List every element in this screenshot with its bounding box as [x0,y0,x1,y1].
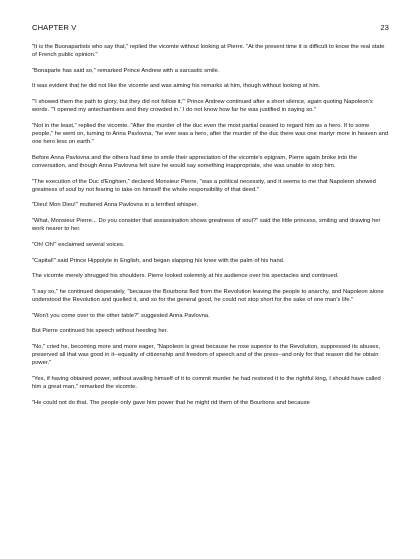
paragraph: "The execution of the Duc d'Enghien," declared Monsieur Pierre, "was a political necessity, and it seems to me that Napoleon showed greatness of soul by not fearing to take on himself the whole responsibility of that deed." [32,178,376,193]
paragraph: "Bonaparte has said so," remarked Prince Andrew with a sarcastic smile. [32,67,220,74]
paragraph: It was evident that he did not like the vicomte and was aiming his remarks at him, though without looking at him. [32,83,321,90]
page-number: 23 [380,23,389,32]
paragraph: "He could not do that. The people only gave him power that he might rid them of the Bourbons and because [32,399,310,406]
paragraph: "Dieu! Mon Dieu!" muttered Anna Pavlovna in a terrified whisper. [32,202,199,209]
paragraph: But Pierre continued his speech without heeding her. [32,328,168,335]
paragraph: "Won't you come over to the other table?" suggested Anna Pavlovna. [32,312,210,319]
paragraph: The vicomte merely shrugged his shoulders. Pierre looked solemnly at his audience over his spectacles and continued. [32,273,339,280]
paragraph: "Capital!" said Prince Hippolyte in English, and began slapping his knee with the palm of his hand. [32,257,285,264]
running-header [32,23,389,32]
paragraph: "I say so," he continued desperately, "because the Bourbons fled from the Revolution leaving the people to anarchy, and Napoleon alone understood the Revolution and quelled it, and so for the general good, he could not stop short for the sake of one man's life." [32,288,384,303]
paragraph: Before Anna Pavlovna and the others had time to smile their appreciation of the vicomte's epigram, Pierre again broke into the conversation, and though Anna Pavlovna felt sure he would say something inappropriate, she was unable to stop him. [32,154,357,169]
paragraph: "What, Monsieur Pierre... Do you consider that assassination shows greatness of soul?" said the little princess, smiling and drawing her work nearer to her. [32,218,381,233]
paragraph: "It is the Buonapartists who say that," replied the vicomte without looking at Pierre. "At the present time it is difficult to know the real state of French public opinion." [32,44,385,59]
paragraph: "Oh! Oh!" exclaimed several voices. [32,241,125,248]
paragraph: "No," cried he, becoming more and more eager, "Napoleon is great because he rose superior to the Revolution, suppressed its abuses, preserved all that was good in it--equality of citizenship and freedom of speech and of the press--and only for that reason did he obtain power." [32,344,380,367]
paragraph: "'I showed them the path to glory, but they did not follow it,'" Prince Andrew continued after a short silence, again quoting Napoleon's words. "'I opened my antechambers and they crowded in.' I do not know how far he was justified in saying so." [32,99,373,114]
body-text [32,43,389,407]
chapter-heading: CHAPTER V [32,23,77,32]
paragraph: "Yes, if having obtained power, without availing himself of it to commit murder he had restored it to the rightful king, I should have called him a great man," remarked the vicomte. [32,375,381,391]
paragraph: "Not in the least," replied the vicomte. "After the murder of the duc even the most partial ceased to regard him as a hero. If to some people," he went on, turning to Anna Pavlovna, "he ever was a hero, after the murder of the duc there was one martyr more in heaven and one hero less on earth." [32,122,389,146]
